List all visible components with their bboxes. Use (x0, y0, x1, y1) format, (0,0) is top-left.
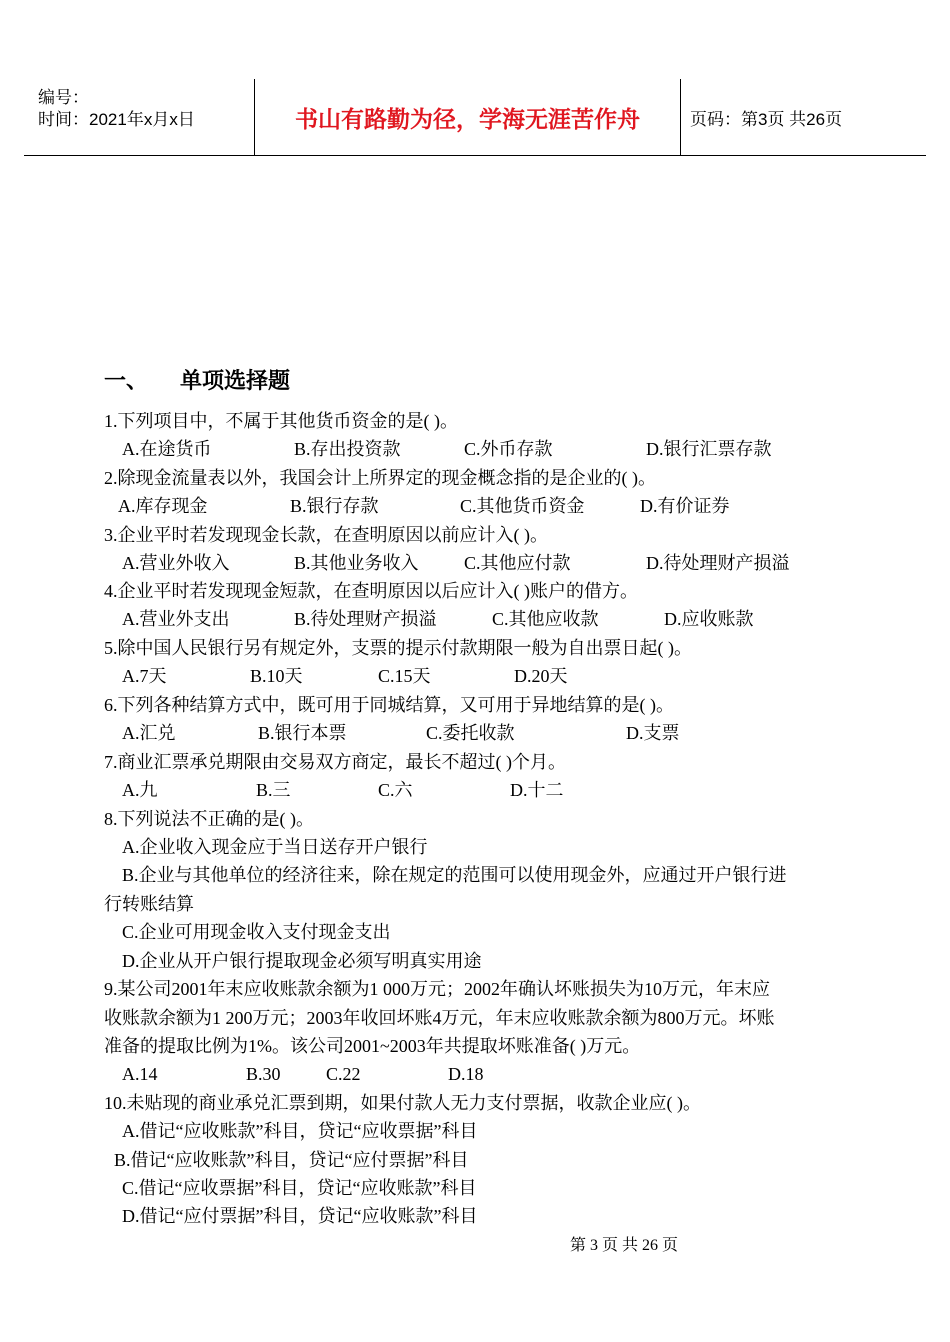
q2-option-d: D.有价证券 (640, 496, 730, 516)
q6-option-a: A.汇兑 (122, 723, 176, 743)
q4-option-a: A.营业外支出 (122, 609, 230, 629)
q3-option-d: D.待处理财产损溢 (646, 553, 790, 573)
q8-option-b-cont: 行转账结算 (104, 894, 194, 914)
q8-option-d: D.企业从开户银行提取现金必须写明真实用途 (122, 951, 482, 971)
q1-option-c: C.外币存款 (464, 439, 553, 459)
q9-option-d: D.18 (448, 1064, 484, 1084)
q8-option-b: B.企业与其他单位的经济往来，除在规定的范围可以使用现金外，应通过开户银行进 (122, 865, 787, 885)
q4-option-b: B.待处理财产损溢 (294, 609, 437, 629)
q1-option-b: B.存出投资款 (294, 439, 401, 459)
question-7: 7.商业汇票承兑期限由交易双方商定，最长不超过( )个月。 (104, 752, 566, 772)
q7-option-a: A.九 (122, 780, 158, 800)
header-motto-cell (254, 79, 681, 155)
question-9-line-3: 准备的提取比例为1%。该公司2001~2003年共提取坏账准备( )万元。 (104, 1036, 641, 1056)
q2-option-b: B.银行存款 (290, 496, 379, 516)
q7-option-c: C.六 (378, 780, 413, 800)
q6-option-c: C.委托收款 (426, 723, 515, 743)
q5-option-b: B.10天 (250, 666, 303, 686)
serial-label: 编号： (38, 88, 89, 107)
question-3: 3.企业平时若发现现金长款，在查明原因以前应计入( )。 (104, 525, 548, 545)
question-8: 8.下列说法不正确的是( )。 (104, 809, 314, 829)
question-9-line-1: 9.某公司2001年末应收账款余额为1 000万元；2002年确认坏账损失为10万元，年末应 (104, 979, 770, 999)
page-info: 页码：第3页 共26页 (690, 109, 843, 129)
question-2: 2.除现金流量表以外，我国会计上所界定的现金概念指的是企业的( )。 (104, 468, 656, 488)
q2-option-c: C.其他货币资金 (460, 496, 585, 516)
q6-option-d: D.支票 (626, 723, 680, 743)
q9-option-b: B.30 (246, 1064, 281, 1084)
question-9-line-2: 收账款余额为1 200万元；2003年收回坏账4万元，年末应收账款余额为800万元。坏账 (104, 1008, 775, 1028)
motto: 书山有路勤为径，学海无涯苦作舟 (295, 105, 640, 132)
question-10: 10.未贴现的商业承兑汇票到期，如果付款人无力支付票据，收款企业应( )。 (104, 1093, 701, 1113)
question-4: 4.企业平时若发现现金短款，在查明原因以后应计入( )账户的借方。 (104, 581, 638, 601)
section-number: 一、 (104, 368, 149, 393)
q8-option-c: C.企业可用现金收入支付现金支出 (122, 922, 391, 942)
q1-option-d: D.银行汇票存款 (646, 439, 772, 459)
q10-option-b: B.借记“应收账款”科目，贷记“应付票据”科目 (114, 1150, 469, 1170)
q4-option-d: D.应收账款 (664, 609, 754, 629)
q7-option-b: B.三 (256, 780, 291, 800)
q3-option-c: C.其他应付款 (464, 553, 571, 573)
page-header (24, 79, 926, 156)
time-label: 时间：2021年x月x日 (38, 110, 195, 129)
q8-option-a: A.企业收入现金应于当日送存开户银行 (122, 837, 428, 857)
header-page-cell (680, 79, 926, 155)
q5-option-a: A.7天 (122, 666, 167, 686)
q5-option-d: D.20天 (514, 666, 568, 686)
header-meta (24, 79, 254, 155)
q10-option-a: A.借记“应收账款”科目，贷记“应收票据”科目 (122, 1121, 478, 1141)
q10-option-d: D.借记“应付票据”科目，贷记“应收账款”科目 (122, 1206, 478, 1226)
page-footer: 第 3 页 共 26 页 (570, 1237, 679, 1254)
q7-option-d: D.十二 (510, 780, 564, 800)
q3-option-b: B.其他业务收入 (294, 553, 419, 573)
section-heading (104, 364, 290, 395)
q9-option-a: A.14 (122, 1064, 158, 1084)
q2-option-a: A.库存现金 (118, 496, 208, 516)
section-title: 单项选择题 (180, 368, 291, 393)
q3-option-a: A.营业外收入 (122, 553, 230, 573)
q5-option-c: C.15天 (378, 666, 431, 686)
q4-option-c: C.其他应收款 (492, 609, 599, 629)
q6-option-b: B.银行本票 (258, 723, 347, 743)
question-1: 1.下列项目中，不属于其他货币资金的是( )。 (104, 411, 458, 431)
q9-option-c: C.22 (326, 1064, 361, 1084)
question-5: 5.除中国人民银行另有规定外，支票的提示付款期限一般为自出票日起( )。 (104, 638, 692, 658)
q10-option-c: C.借记“应收票据”科目，贷记“应收账款”科目 (122, 1178, 477, 1198)
question-6: 6.下列各种结算方式中，既可用于同城结算，又可用于异地结算的是( )。 (104, 695, 674, 715)
q1-option-a: A.在途货币 (122, 439, 212, 459)
